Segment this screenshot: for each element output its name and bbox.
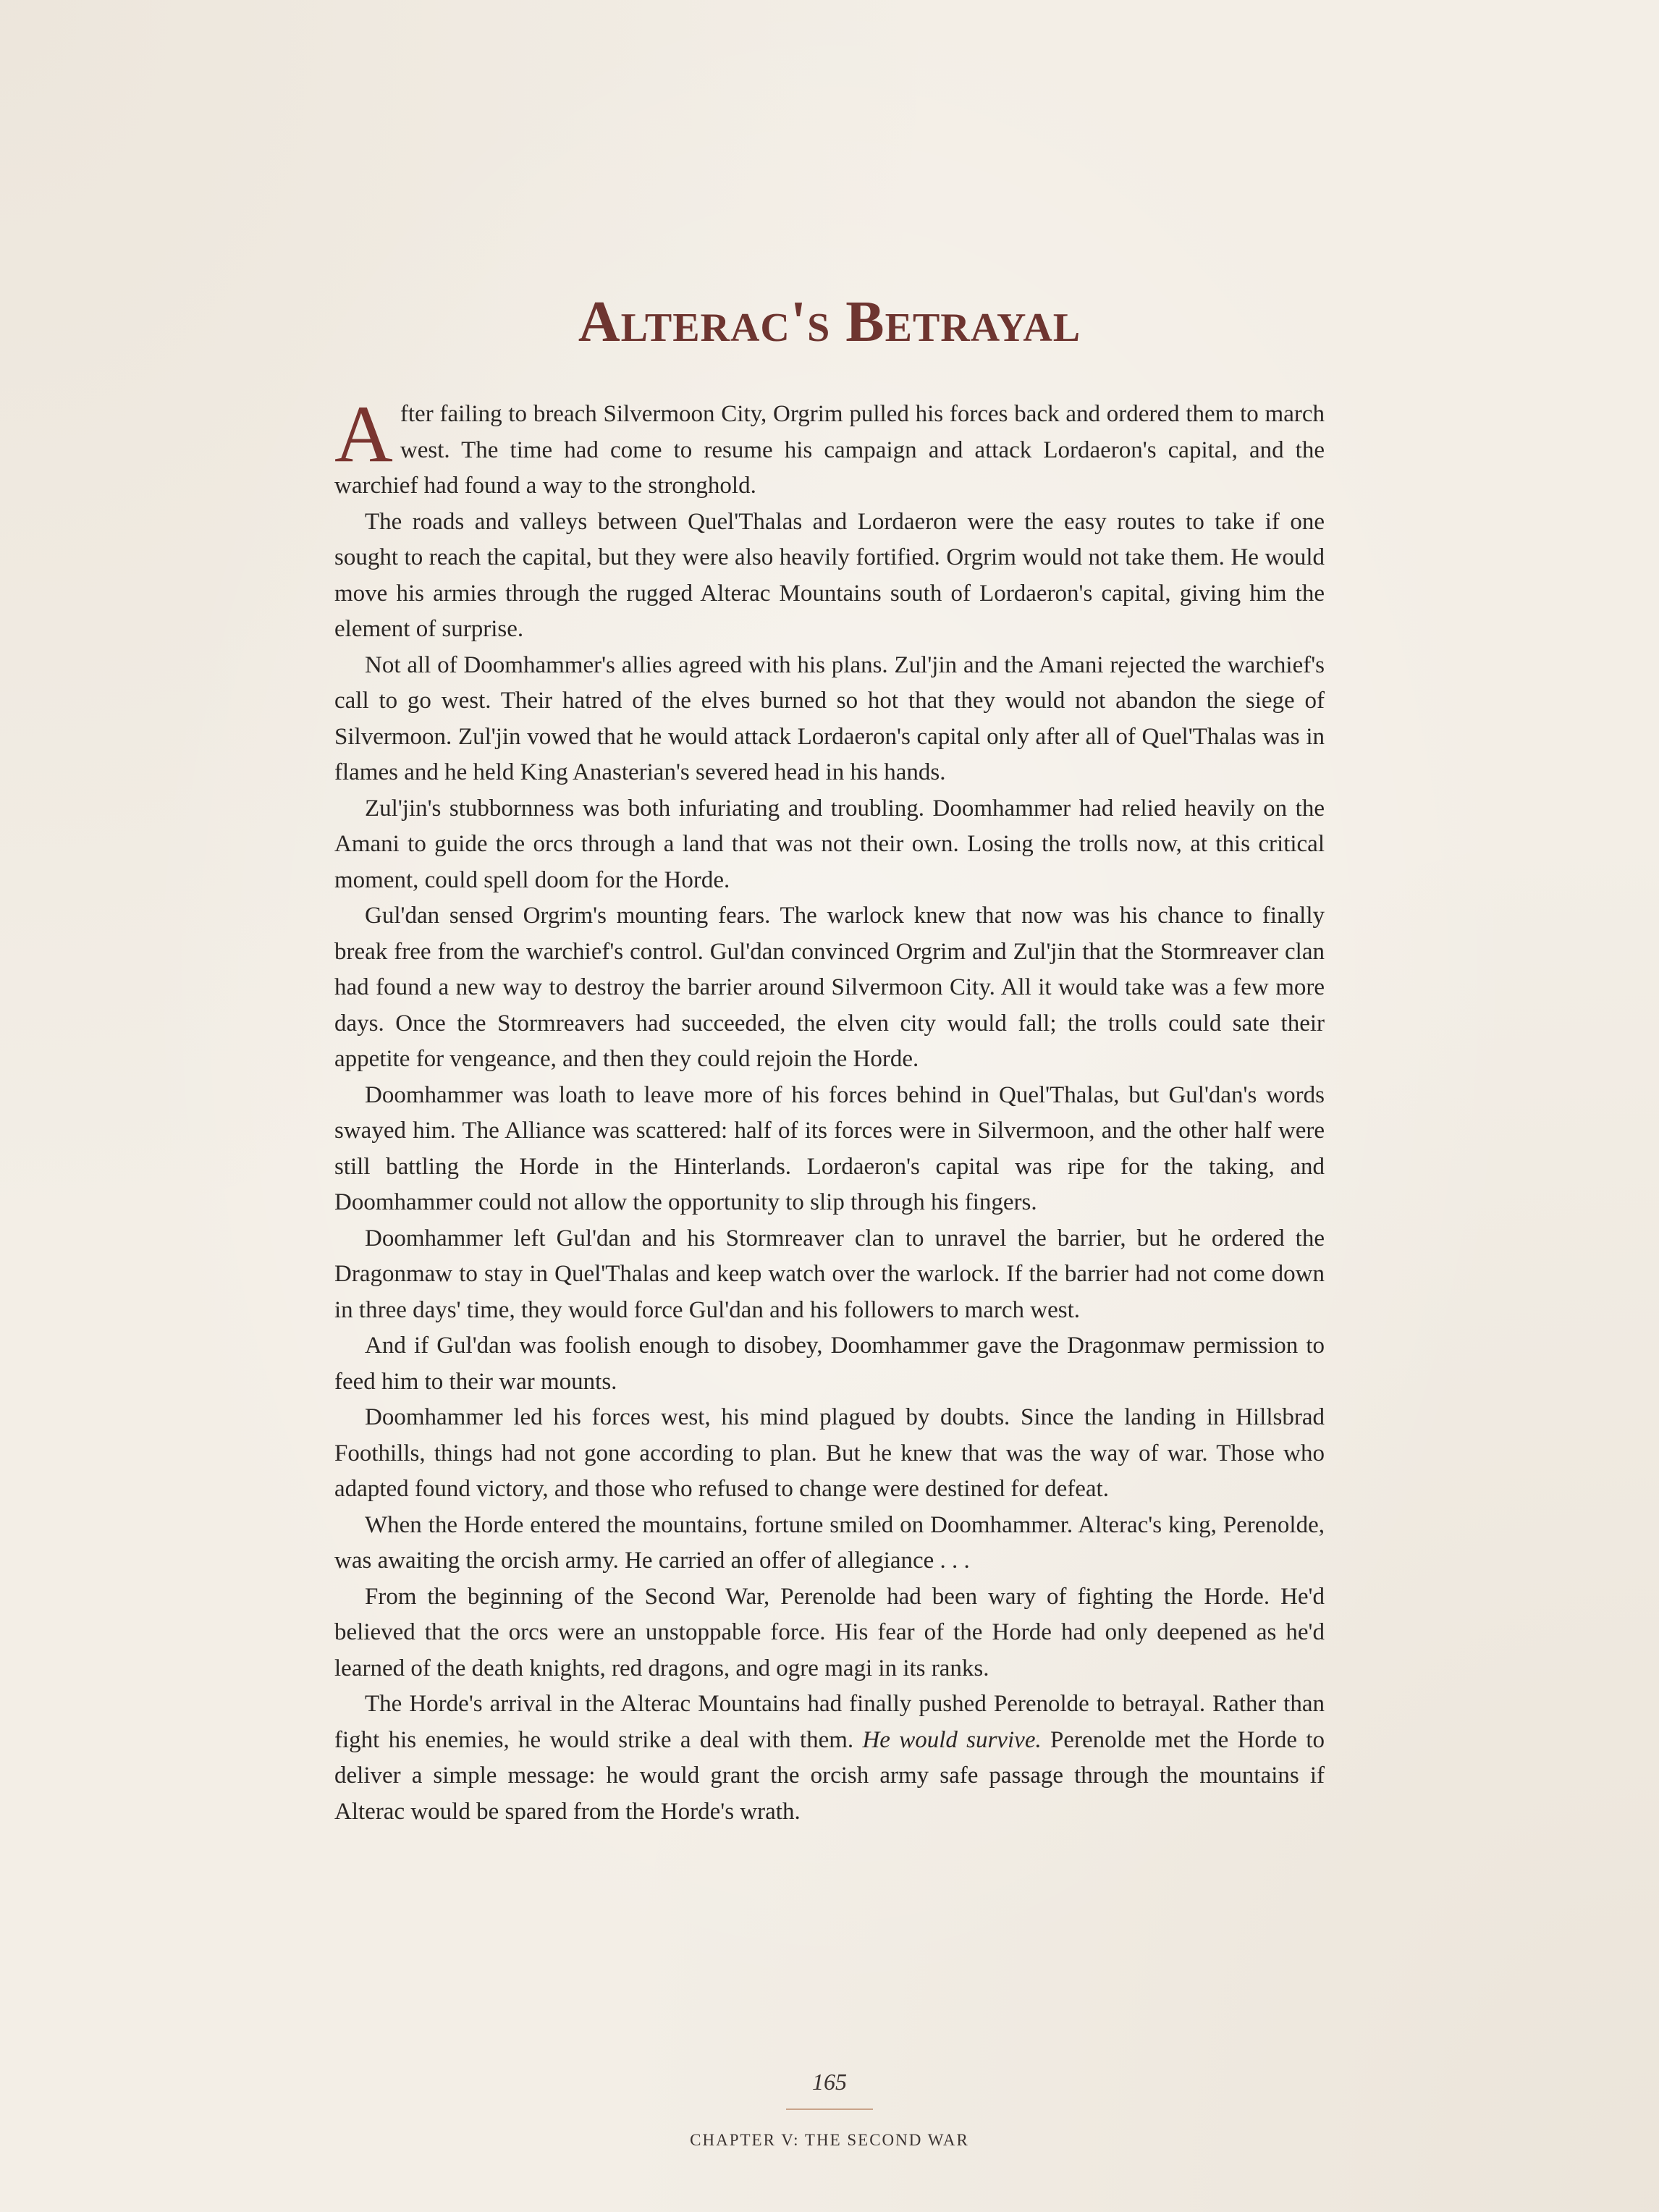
- paragraph-12-after: Perenolde met the Horde to deliver a simple message: he would grant the orcish army safe passage through the mountains if Alterac would be spared from the Horde's wrath.: [334, 1726, 1325, 1825]
- paragraph-7: Doomhammer left Gul'dan and his Stormreaver clan to unravel the barrier, but he ordered the Dragonmaw to stay in Quel'Thalas and keep watch over the warlock. If the barrier had not come down in three days' time, they would force Gul'dan and his followers to march west.: [334, 1225, 1325, 1323]
- paragraph-11: From the beginning of the Second War, Perenolde had been wary of fighting the Horde. He'd believed that the orcs were an unstoppable force. His fear of the Horde had only deepened as he'd learned of the death knights, red dragons, and ogre magi in its ranks.: [334, 1583, 1325, 1681]
- drop-cap: A: [334, 389, 393, 479]
- chapter-title: Alterac's Betrayal: [578, 290, 1081, 354]
- paragraph-6: Doomhammer was loath to leave more of his forces behind in Quel'Thalas, but Gul'dan's words swayed him. The Alliance was scattered: half of its forces were in Silvermoon, and the other half were still battling the Horde in the Hinterlands. Lordaeron's capital was ripe for the taking, and Doomhammer could not allow the opportunity to slip through his fingers.: [334, 1081, 1325, 1215]
- paragraph-9: Doomhammer led his forces west, his mind plagued by doubts. Since the landing in Hillsbrad Foothills, things had not gone according to plan. But he knew that was the way of war. Those who adapted found victory, and those who refused to change were destined for defeat.: [334, 1404, 1325, 1502]
- paragraph-12: [334, 1687, 1325, 1830]
- page-number: 165: [812, 2069, 847, 2095]
- paragraph-5: Gul'dan sensed Orgrim's mounting fears. The warlock knew that now was his chance to finally break free from the warchief's control. Gul'dan convinced Orgrim and Zul'jin that the Stormreaver clan had found a new way to destroy the barrier around Silvermoon City. All it would take was a few more days. Once the Stormreavers had succeeded, the elven city would fall; the trolls could sate their appetite for vengeance, and then they could rejoin the Horde.: [334, 903, 1325, 1072]
- emphasis-text: He would survive.: [862, 1726, 1042, 1753]
- paragraph-8: And if Gul'dan was foolish enough to disobey, Doomhammer gave the Dragonmaw permission to feed him to their war mounts.: [334, 1333, 1325, 1395]
- paragraph-2: The roads and valleys between Quel'Thalas and Lordaeron were the easy routes to take if one sought to reach the capital, but they were also heavily fortified. Orgrim would not take them. He would move his armies through the rugged Alterac Mountains south of Lordaeron's capital, giving him the element of surprise.: [334, 508, 1325, 642]
- paragraph-12-before: The Horde's arrival in the Alterac Mountains had finally pushed Perenolde to betrayal. Rather than fight his enemies, he would strike a deal with them.: [334, 1691, 1325, 1753]
- body-text: [334, 389, 1325, 1830]
- footer-divider: [786, 2108, 873, 2110]
- paragraph-1: [334, 389, 1325, 505]
- paragraph-10: When the Horde entered the mountains, fortune smiled on Doomhammer. Alterac's king, Perenolde, was awaiting the orcish army. He carried an offer of allegiance . . .: [334, 1511, 1325, 1574]
- paragraph-1-text: fter failing to breach Silvermoon City, Orgrim pulled his forces back and ordered them to march west. The time had come to resume his campaign and attack Lordaeron's capital, and the warchief had found a way to the stronghold.: [334, 401, 1325, 499]
- paragraph-3: Not all of Doomhammer's allies agreed with his plans. Zul'jin and the Amani rejected the warchief's call to go west. Their hatred of the elves burned so hot that they would not abandon the siege of Silvermoon. Zul'jin vowed that he would attack Lordaeron's capital only after all of Quel'Thalas was in flames and he held King Anasterian's severed head in his hands.: [334, 651, 1325, 785]
- chapter-footer: CHAPTER V: THE SECOND WAR: [690, 2131, 969, 2149]
- paragraph-4: Zul'jin's stubbornness was both infuriating and troubling. Doomhammer had relied heavily on the Amani to guide the orcs through a land that was not their own. Losing the trolls now, at this critical moment, could spell doom for the Horde.: [334, 795, 1325, 893]
